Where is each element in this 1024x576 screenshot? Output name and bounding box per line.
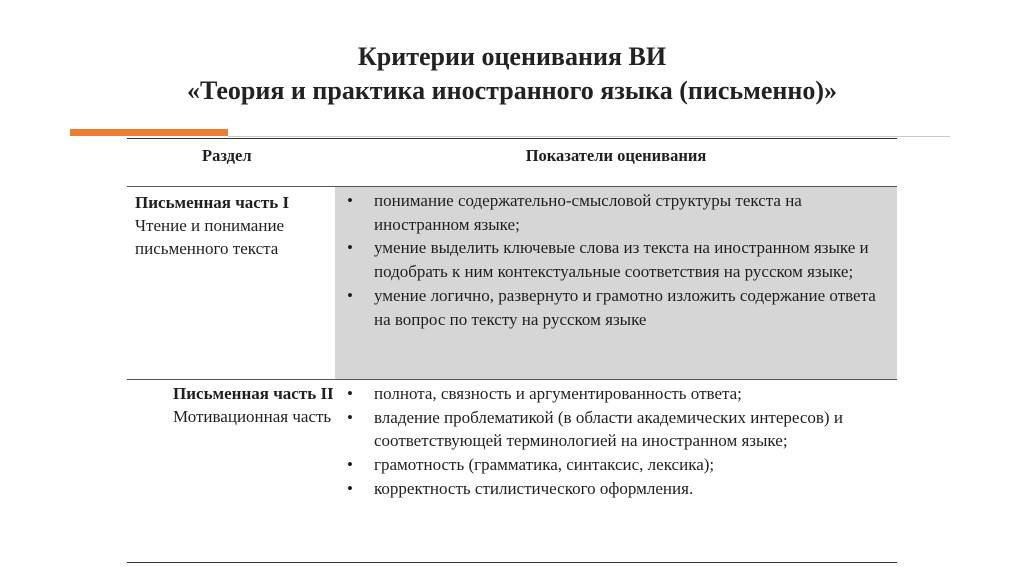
section-title: Письменная часть II xyxy=(173,384,334,403)
divider-line xyxy=(228,136,950,137)
indicator-item: • умение логично, развернуто и грамотно изложить содержание ответа на вопрос по тексту на русском языке xyxy=(343,284,891,331)
table-row xyxy=(127,380,897,562)
slide-title xyxy=(0,40,1024,108)
table-row xyxy=(127,187,897,380)
header-section: Раздел xyxy=(202,146,252,165)
indicator-item: • владение проблематикой (в области академических интересов) и соответствующей терминологией на иностранном языке; xyxy=(343,406,891,453)
indicator-list xyxy=(343,382,891,501)
indicator-list xyxy=(343,189,891,331)
indicators-cell xyxy=(335,187,897,379)
indicator-item: • грамотность (грамматика, синтаксис, лексика); xyxy=(343,453,891,477)
indicator-item: • понимание содержательно-смысловой структуры текста на иностранном языке; xyxy=(343,189,891,236)
section-cell xyxy=(127,380,335,562)
section-description: Мотивационная часть xyxy=(173,407,332,426)
section-title: Письменная часть I xyxy=(135,193,290,212)
title-line-2: «Теория и практика иностранного языка (письменно)» xyxy=(187,76,837,105)
indicator-item: • корректность стилистического оформления. xyxy=(343,477,891,501)
orange-accent-bar xyxy=(70,129,228,136)
title-line-1: Критерии оценивания ВИ xyxy=(357,42,667,71)
indicator-item: • полнота, связность и аргументированность ответа; xyxy=(343,382,891,406)
header-indicators: Показатели оценивания xyxy=(525,146,707,165)
indicators-cell xyxy=(335,380,897,562)
section-cell xyxy=(127,187,335,379)
indicator-item: • умение выделить ключевые слова из текста на иностранном языке и подобрать к ним контекстуальные соответствия на русском языке; xyxy=(343,236,891,283)
section-description: Чтение и понимание письменного текста xyxy=(135,216,285,258)
table-header-row xyxy=(127,139,897,187)
criteria-table xyxy=(127,138,897,563)
